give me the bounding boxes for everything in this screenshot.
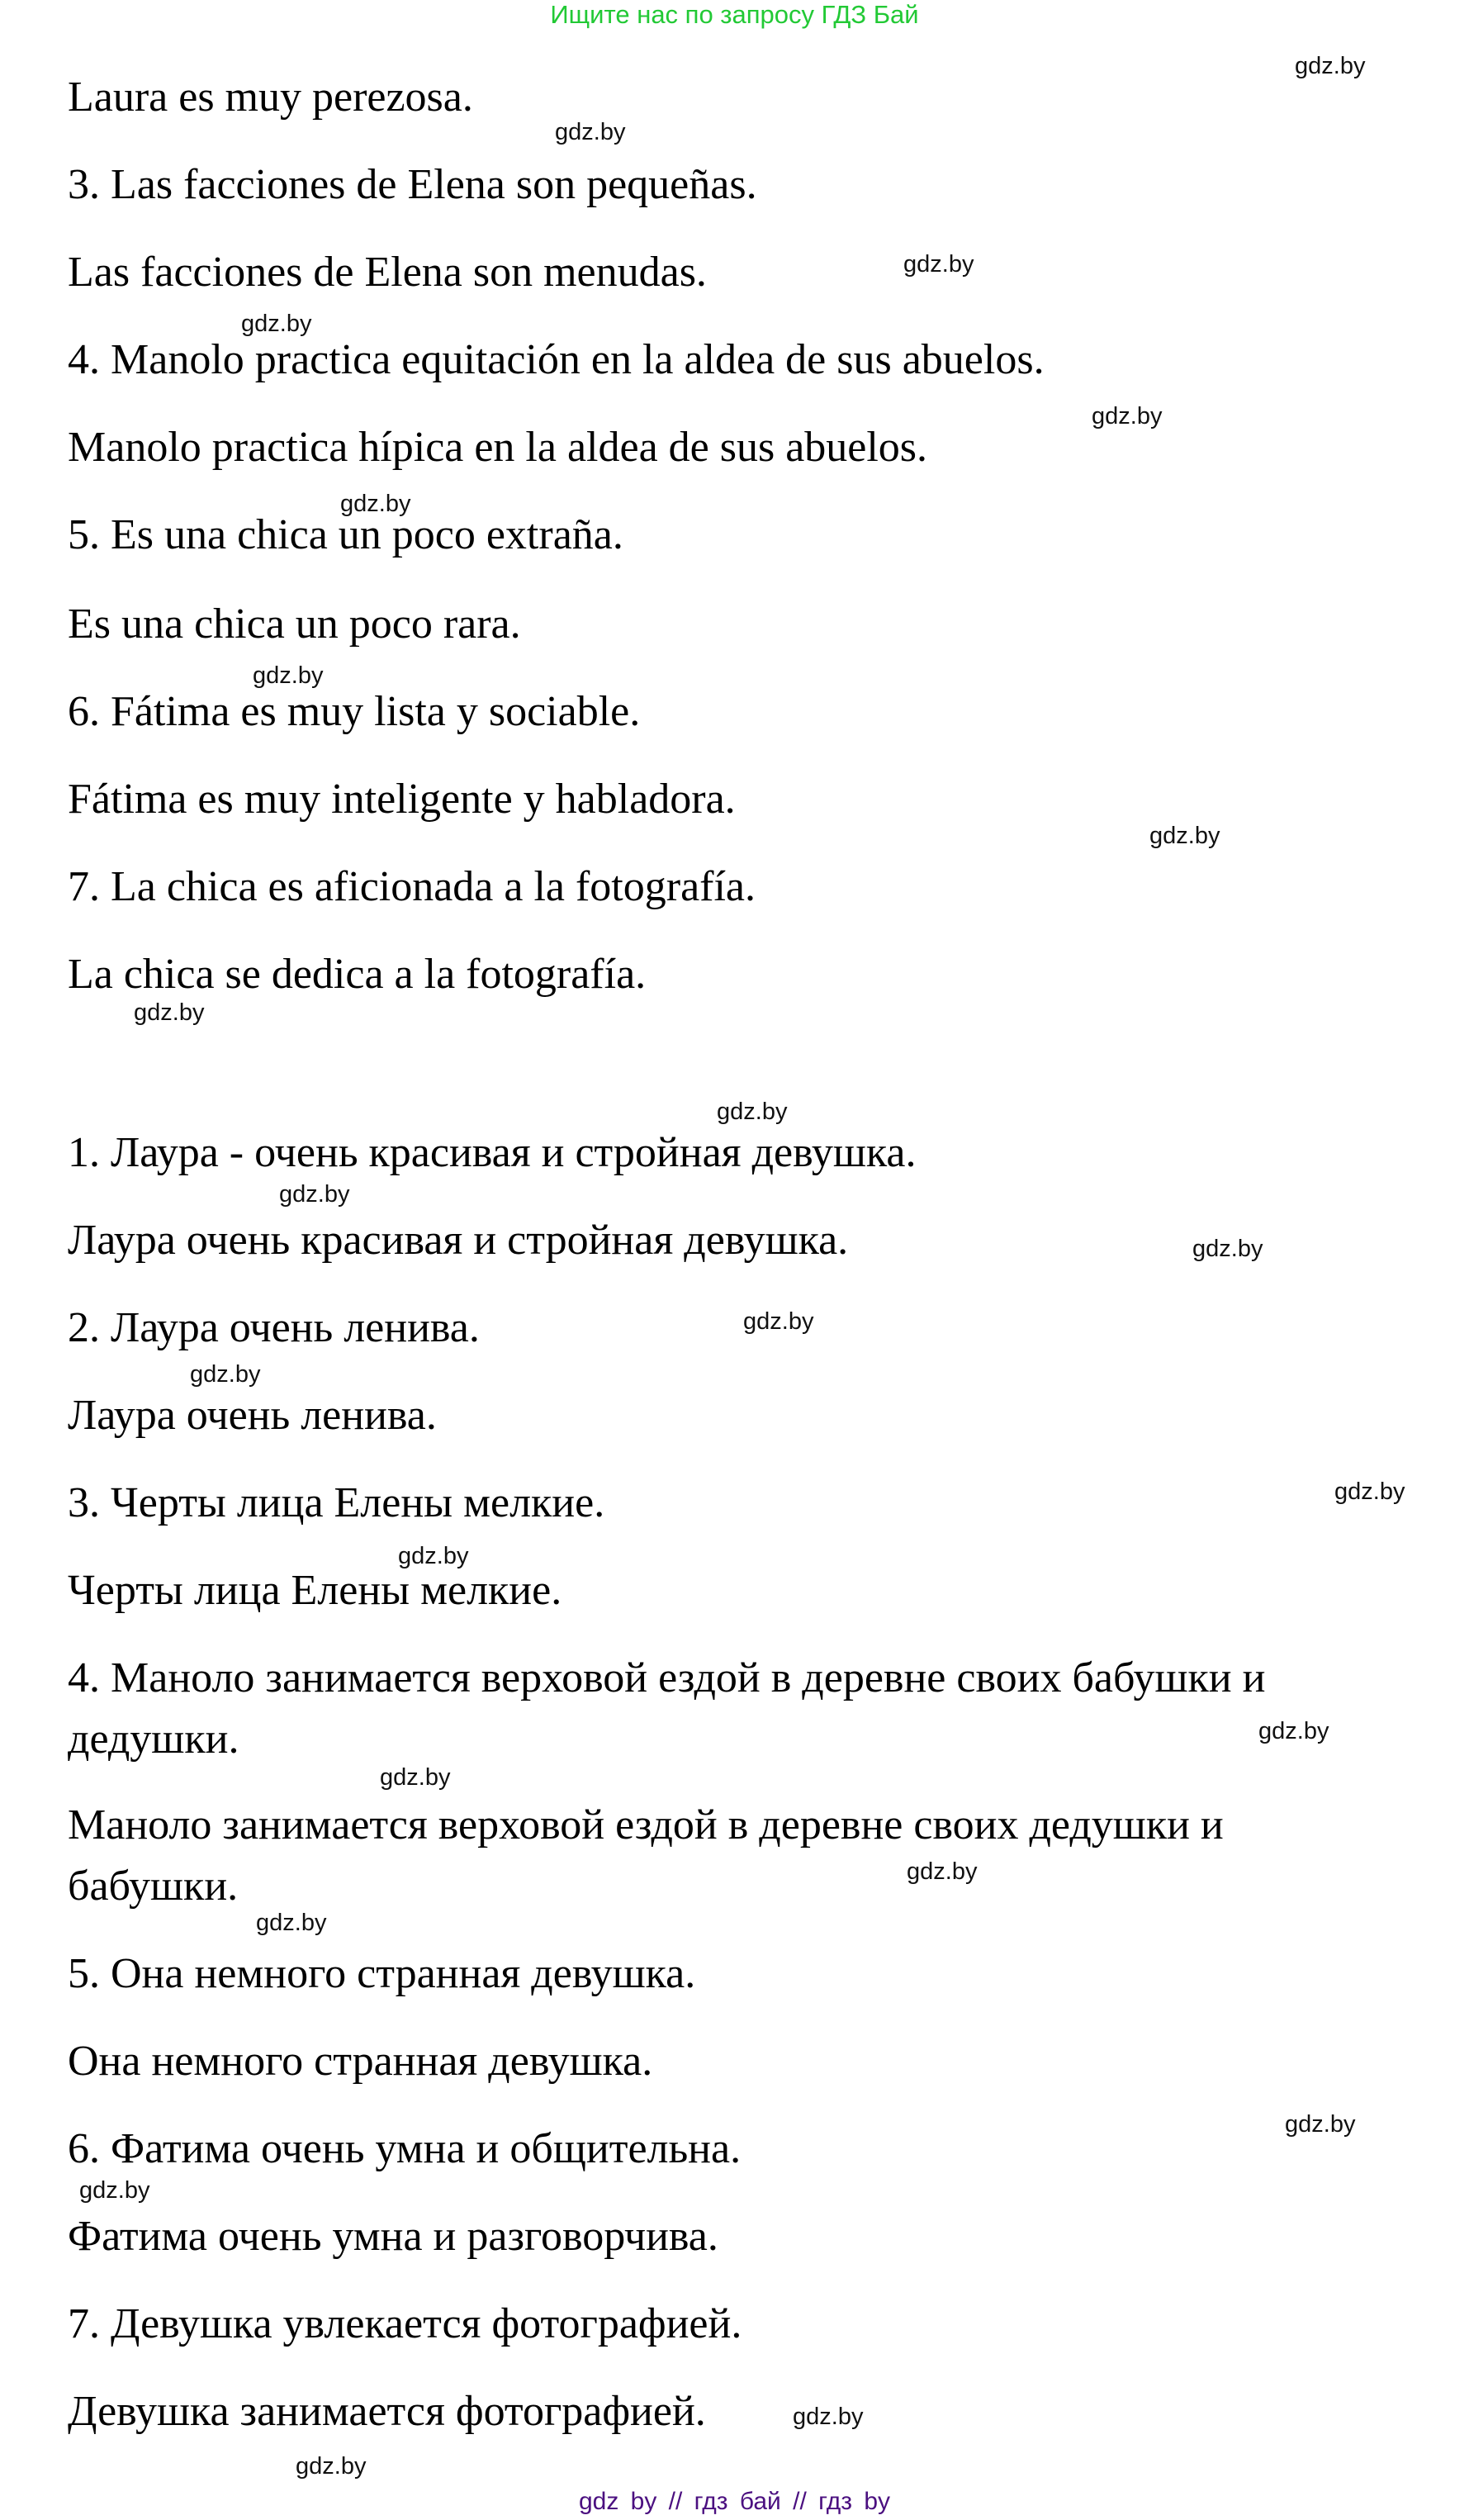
- text-line: 4. Маноло занимается верховой ездой в деревне своих бабушки и: [68, 1654, 1266, 1701]
- watermark: gdz.by: [190, 1361, 261, 1388]
- text-line: Лаура очень ленива.: [68, 1392, 437, 1439]
- text-line: Девушка занимается фотографией.: [68, 2388, 706, 2435]
- text-line: 5. Es una chica un poco extraña.: [68, 511, 623, 558]
- text-line: Es una chica un poco rara.: [68, 600, 521, 648]
- watermark: gdz.by: [296, 2453, 367, 2480]
- text-line: бабушки.: [68, 1863, 239, 1910]
- watermark: gdz.by: [241, 311, 312, 337]
- text-line: 1. Лаура - очень красивая и стройная девушка.: [68, 1129, 917, 1176]
- watermark: gdz.by: [1192, 1236, 1263, 1262]
- watermark: gdz.by: [340, 491, 411, 517]
- footer-links: gdz by // гдз бай // гдз by: [578, 2488, 891, 2515]
- watermark: gdz.by: [279, 1181, 350, 1208]
- text-line: 2. Лаура очень ленива.: [68, 1304, 480, 1351]
- text-line: 5. Она немного странная девушка.: [68, 1950, 696, 1997]
- watermark: gdz.by: [1258, 1718, 1329, 1744]
- watermark: gdz.by: [717, 1099, 788, 1125]
- watermark: gdz.by: [903, 251, 974, 278]
- watermark: gdz.by: [253, 662, 324, 689]
- watermark: gdz.by: [555, 119, 626, 145]
- search-banner: Ищите нас по запросу ГДЗ Бай: [550, 0, 919, 29]
- text-line: 6. Фатима очень умна и общительна.: [68, 2125, 742, 2172]
- text-line: Черты лица Елены мелкие.: [68, 1567, 562, 1614]
- text-line: 3. Черты лица Елены мелкие.: [68, 1479, 605, 1526]
- text-line: 7. La chica es aficionada a la fotografía.: [68, 863, 756, 910]
- watermark: gdz.by: [79, 2177, 150, 2204]
- text-line: Маноло занимается верховой ездой в деревне своих дедушки и: [68, 1801, 1224, 1848]
- text-line: Она немного странная девушка.: [68, 2038, 653, 2085]
- watermark: gdz.by: [907, 1858, 978, 1885]
- watermark: gdz.by: [1092, 403, 1163, 429]
- text-line: Фатима очень умна и разговорчива.: [68, 2213, 718, 2260]
- watermark: gdz.by: [398, 1543, 469, 1569]
- watermark: gdz.by: [1334, 1478, 1405, 1505]
- text-line: 6. Fátima es muy lista y sociable.: [68, 688, 641, 735]
- text-line: Лаура очень красивая и стройная девушка.: [68, 1217, 849, 1264]
- text-line: Fátima es muy inteligente y habladora.: [68, 776, 736, 823]
- watermark: gdz.by: [793, 2404, 864, 2430]
- text-line: 7. Девушка увлекается фотографией.: [68, 2300, 742, 2347]
- watermark: gdz.by: [1285, 2111, 1356, 2138]
- text-line: Manolo practica hípica en la aldea de sus abuelos.: [68, 424, 928, 471]
- watermark: gdz.by: [380, 1764, 451, 1791]
- watermark: gdz.by: [1295, 53, 1366, 79]
- watermark: gdz.by: [1149, 823, 1220, 849]
- watermark: gdz.by: [134, 999, 205, 1026]
- text-line: La chica se dedica a la fotografía.: [68, 951, 647, 998]
- text-line: Laura es muy perezosa.: [68, 74, 473, 121]
- text-line: 4. Manolo practica equitación en la aldea de sus abuelos.: [68, 336, 1045, 383]
- text-line: дедушки.: [68, 1716, 239, 1763]
- text-line: Las facciones de Elena son menudas.: [68, 249, 707, 296]
- watermark: gdz.by: [743, 1308, 814, 1335]
- watermark: gdz.by: [256, 1910, 327, 1936]
- text-line: 3. Las facciones de Elena son pequeñas.: [68, 161, 757, 208]
